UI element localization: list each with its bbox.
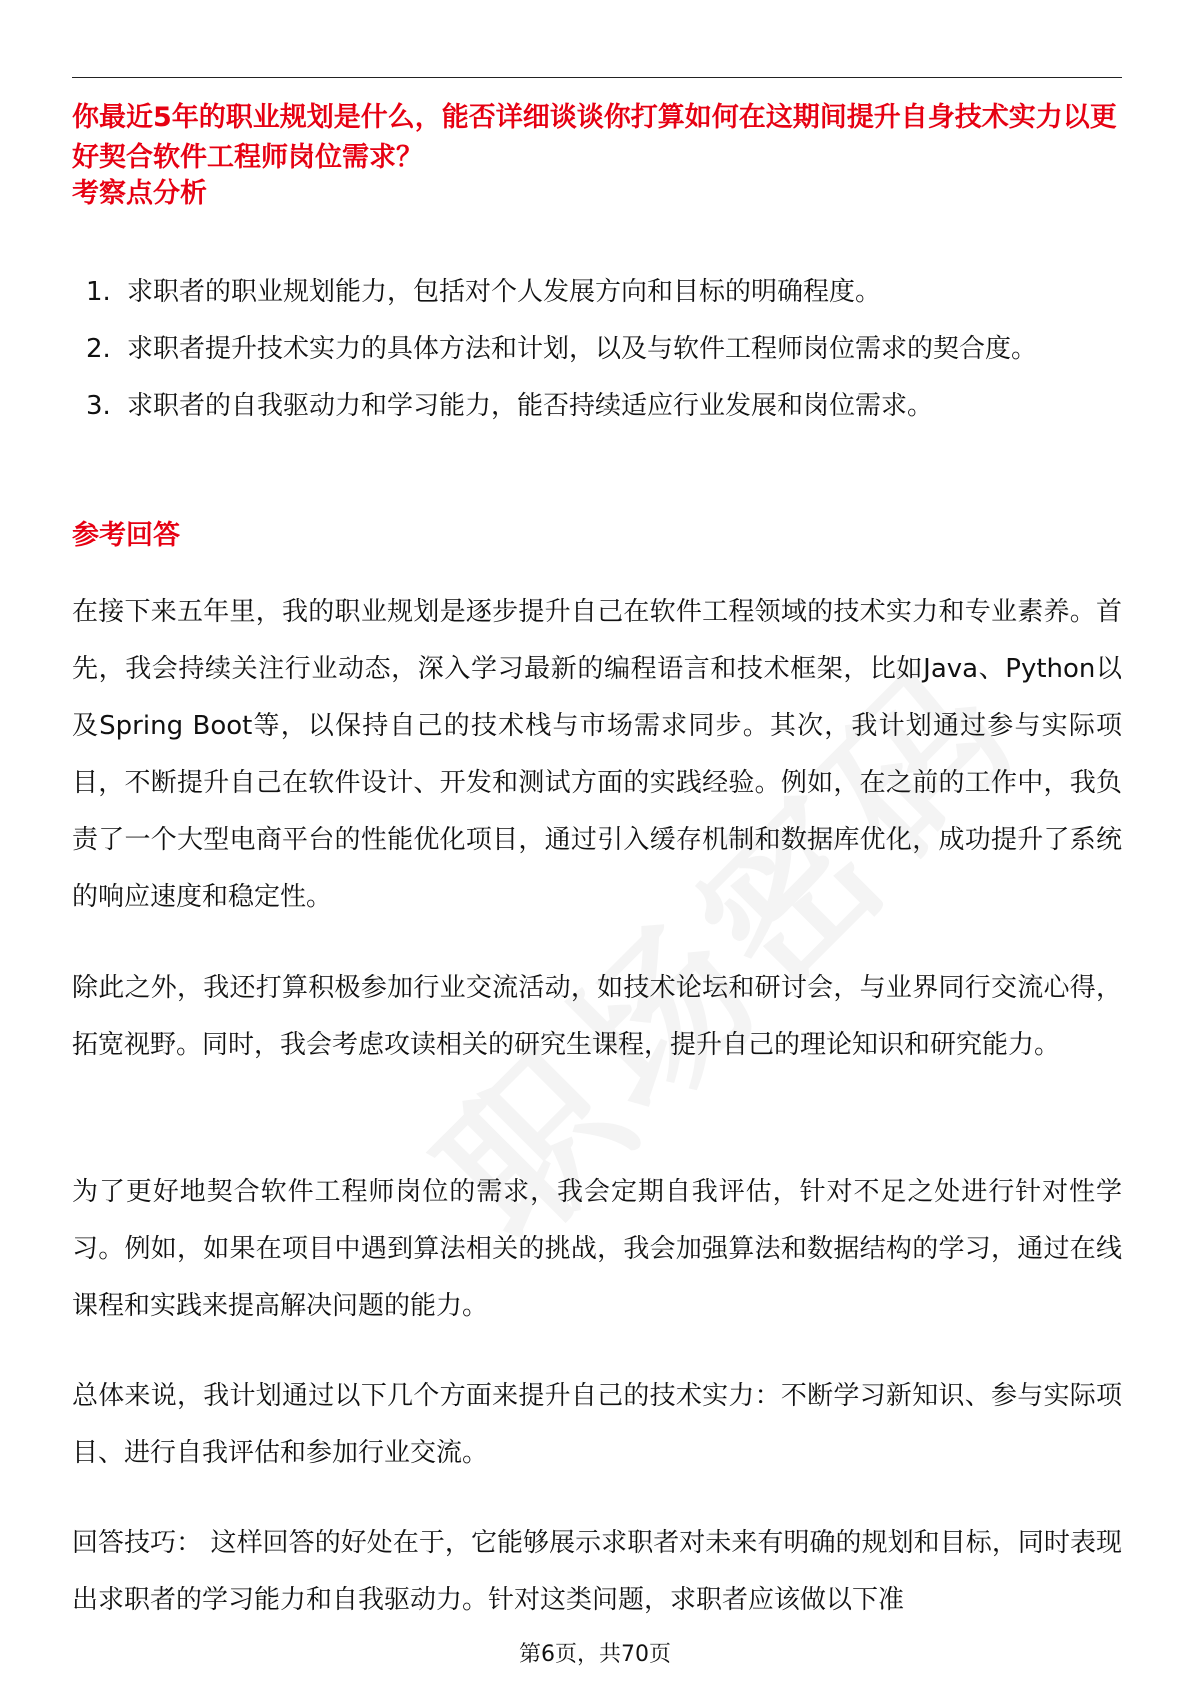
- page-footer: 第6页，共70页: [519, 1642, 671, 1667]
- list-item-text: 求职者的自我驱动力和学习能力，能否持续适应行业发展和岗位需求。: [127, 391, 934, 421]
- document-page: [72, 0, 1122, 1684]
- analysis-title: 考察点分析: [72, 178, 207, 209]
- analysis-item: [72, 264, 1122, 321]
- answer-paragraph: 总体来说，我计划通过以下几个方面来提升自己的技术实力：不断学习新知识、参与实际项目、进行自我评估和参加行业交流。: [72, 1381, 1122, 1468]
- list-item-text: 求职者的职业规划能力，包括对个人发展方向和目标的明确程度。: [127, 277, 882, 307]
- analysis-item: [72, 321, 1122, 378]
- answer-paragraph: 在接下来五年里，我的职业规划是逐步提升自己在软件工程领域的技术实力和专业素养。首先，我会持续关注行业动态，深入学习最新的编程语言和技术框架，比如Java、Python以及Spring Boot等，以保持自己的技术栈与市场需求同步。其次，我计划通过参与实际项目，不断提升自己在软件设计、开发和测试方面的实践经验。例如，在之前的工作中，我负责了一个大型电商平台的性能优化项目，通过引入缓存机制和数据库优化，成功提升了系统的响应速度和稳定性。: [72, 597, 1122, 912]
- analysis-list: [72, 264, 1122, 435]
- answer-paragraph: 为了更好地契合软件工程师岗位的需求，我会定期自我评估，针对不足之处进行针对性学习。例如，如果在项目中遇到算法相关的挑战，我会加强算法和数据结构的学习，通过在线课程和实践来提高解决问题的能力。: [72, 1177, 1122, 1321]
- answer-paragraph: 除此之外，我还打算积极参加行业交流活动，如技术论坛和研讨会，与业界同行交流心得，拓宽视野。同时，我会考虑攻读相关的研究生课程，提升自己的理论知识和研究能力。: [72, 973, 1122, 1060]
- list-number: 2.: [86, 334, 111, 364]
- list-number: 1.: [86, 277, 111, 307]
- list-item-text: 求职者提升技术实力的具体方法和计划，以及与软件工程师岗位需求的契合度。: [127, 334, 1038, 364]
- question-heading: 你最近5年的职业规划是什么，能否详细谈谈你打算如何在这期间提升自身技术实力以更好契合软件工程师岗位需求？: [72, 102, 1117, 173]
- analysis-item: [72, 378, 1122, 435]
- list-number: 3.: [86, 391, 111, 421]
- answer-title: 参考回答: [72, 520, 180, 551]
- top-divider: [72, 77, 1122, 78]
- answer-tips-paragraph: 回答技巧： 这样回答的好处在于，它能够展示求职者对未来有明确的规划和目标，同时表现出求职者的学习能力和自我驱动力。针对这类问题，求职者应该做以下准: [72, 1528, 1122, 1615]
